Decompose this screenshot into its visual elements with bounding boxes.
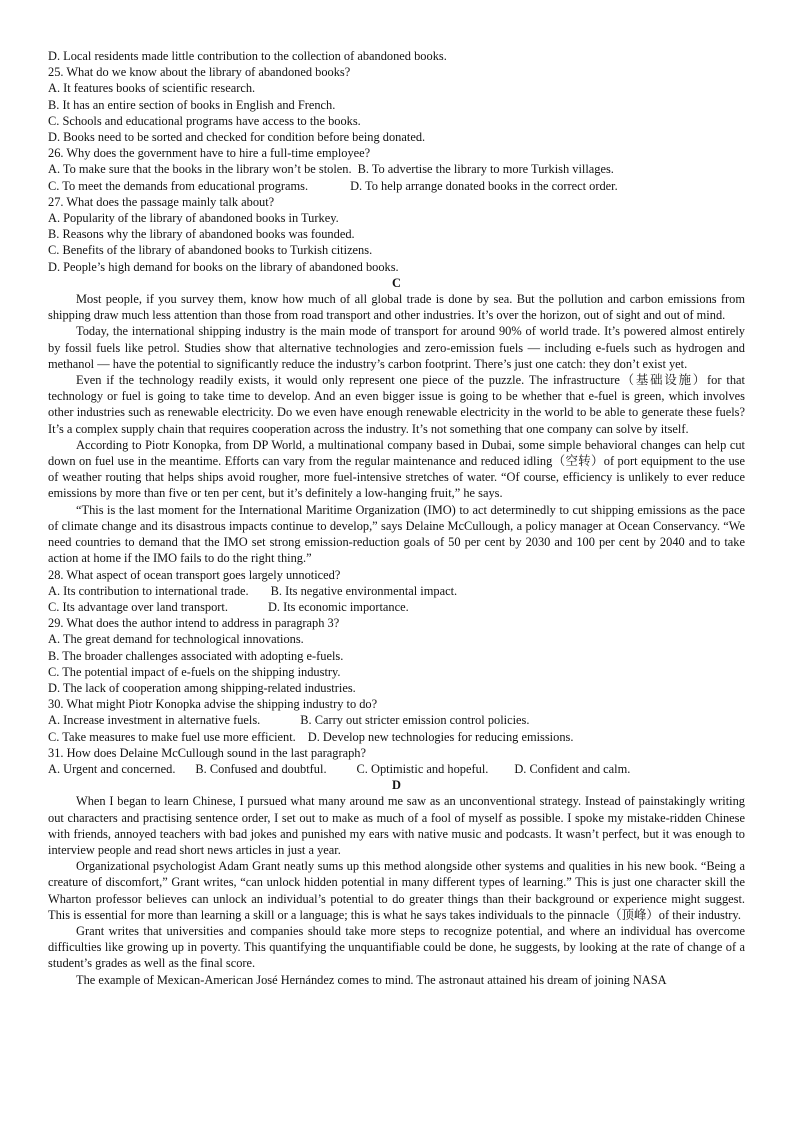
q27-option-d: D. People’s high demand for books on the library of abandoned books. — [48, 259, 399, 274]
q29-option-c: C. The potential impact of e-fuels on the shipping industry. — [48, 664, 341, 679]
q31-stem: 31. How does Delaine McCullough sound in the last paragraph? — [48, 745, 366, 760]
q28-options-cd — [48, 599, 745, 615]
q29-stem: 29. What does the author intend to address in paragraph 3? — [48, 616, 340, 631]
section-c-paragraph-2: Today, the international shipping industry is the main mode of transport for around 90% of world trade. It’s powered almost entirely by fossil fuels like petrol. Studies show that alternative technologies and zero-emission fuels — including e-fuels such as hydrogen and methanol — have the potential to significantly reduce the industry’s carbon footprint. There’s just one catch: they don’t exist yet. — [48, 324, 745, 371]
q29-option-a: A. The great demand for technological innovations. — [48, 632, 304, 647]
section-d-paragraph-3: Grant writes that universities and companies should take more steps to recognize potential, and where an individual has overcome difficulties like growing up in poverty. This quantifying the unquantifiable could be done, he suggests, by looking at the rate of change of a student’s grades as well as the final score. — [48, 923, 745, 971]
q25-option-a: A. It features books of scientific research. — [48, 81, 256, 96]
q28-option-d: D. Its economic importance. — [267, 599, 409, 614]
q26-option-a: A. To make sure that the books in the library won’t be stolen. — [48, 162, 352, 177]
section-c-paragraph-1: Most people, if you survey them, know how much of all global trade is done by sea. But the pollution and carbon emissions from shipping draw much less attention than those from road transport and other industries. It’s over the horizon, out of sight and out of mind. — [48, 292, 745, 323]
section-c-heading: C — [392, 275, 401, 290]
q31-option-b: B. Confused and doubtful. — [195, 761, 327, 776]
q25-option-c: C. Schools and educational programs have access to the books. — [48, 113, 361, 128]
q30-option-a: A. Increase investment in alternative fuels. — [48, 713, 261, 728]
q26-options-cd — [48, 178, 745, 194]
section-d-paragraph-2: Organizational psychologist Adam Grant neatly sums up this method alongside other systems and qualities in his new book. “Being a creature of discomfort,” Grant writes, “can unlock hidden potential in many different types of learning.” This is just one character skill the Wharton professor believes can unlock an individual’s potential to do greater things than their background or experience might suggest. This is essential for more than learning a skill or a language; this is what he says takes individuals to the pinnacle（顶峰）of their industry. — [48, 859, 745, 922]
section-d-heading: D — [392, 778, 401, 793]
q25-option-d: D. Books need to be sorted and checked for condition before being donated. — [48, 130, 426, 145]
section-c-paragraph-4: According to Piotr Konopka, from DP World, a multinational company based in Dubai, some simple behavioral changes can help cut down on fuel use in the meantime. Efforts can vary from the regular maintenance and reduced idling（空转）of port equipment to the use of weather routing that helps ships avoid rougher, more fuel-intensive stretches of water. “Of course, efficiency is unlikely to ever reduce emissions by more than five or ten per cent, but it’s definitely a low-hanging fruit,” he says. — [48, 437, 745, 501]
q26-option-c: C. To meet the demands from educational programs. — [48, 178, 309, 193]
q26-option-b: B. To advertise the library to more Turkish villages. — [357, 162, 614, 177]
q26-options-ab — [48, 161, 745, 177]
q28-option-b: B. Its negative environmental impact. — [270, 583, 458, 598]
q31-option-d: D. Confident and calm. — [514, 761, 631, 776]
q28-stem: 28. What aspect of ocean transport goes largely unnoticed? — [48, 567, 341, 582]
q26-option-d: D. To help arrange donated books in the correct order. — [350, 178, 618, 193]
q25-stem: 25. What do we know about the library of abandoned books? — [48, 65, 351, 80]
q30-options-ab — [48, 712, 745, 728]
q29-option-b: B. The broader challenges associated with adopting e-fuels. — [48, 648, 344, 663]
q31-option-c: C. Optimistic and hopeful. — [356, 761, 489, 776]
q30-stem: 30. What might Piotr Konopka advise the shipping industry to do? — [48, 697, 378, 712]
q28-option-a: A. Its contribution to international trade. — [48, 583, 249, 598]
q24-option-d: D. Local residents made little contribution to the collection of abandoned books. — [48, 49, 447, 63]
section-c-paragraph-3: Even if the technology readily exists, it would only represent one piece of the puzzle. The infrastructure（基础设施）for that technology or fuel is going to take time to develop. And an even bigger issue is going to be whether that e-fuel is green, which involves other industries such as renewable electricity. Do we even have enough renewable electricity in the world to be able to generate these fuels? It’s a complex supply chain that requires cooperation across the industry. It’s not something that one company can solve by itself. — [48, 373, 745, 436]
q30-option-d: D. Develop new technologies for reducing emissions. — [307, 729, 574, 744]
q27-stem: 27. What does the passage mainly talk about? — [48, 194, 275, 209]
q31-options — [48, 761, 745, 777]
q27-option-b: B. Reasons why the library of abandoned books was founded. — [48, 227, 355, 242]
q25-option-b: B. It has an entire section of books in English and French. — [48, 97, 336, 112]
q30-option-b: B. Carry out stricter emission control policies. — [300, 713, 530, 728]
q31-option-a: A. Urgent and concerned. — [48, 761, 176, 776]
section-d-paragraph-4: The example of Mexican-American José Hernández comes to mind. The astronaut attained his dream of joining NASA — [76, 972, 667, 987]
q30-option-c: C. Take measures to make fuel use more efficient. — [48, 729, 296, 744]
q26-stem: 26. Why does the government have to hire a full-time employee? — [48, 146, 371, 161]
section-c-paragraph-5: “This is the last moment for the International Maritime Organization (IMO) to act determinedly to cut shipping emissions as the pace of climate change and its disastrous impacts continue to develop,” says Delaine McCullough, a policy manager at Ocean Conservancy. “We need countries to demand that the IMO set strong emission-reduction goals of 50 per cent by 2030 and 100 per cent by 2040 and to take action at home if the IMO fails to do the right thing.” — [48, 502, 745, 566]
q30-options-cd — [48, 729, 745, 745]
q27-option-a: A. Popularity of the library of abandoned books in Turkey. — [48, 211, 339, 226]
q27-option-c: C. Benefits of the library of abandoned books to Turkish citizens. — [48, 243, 373, 258]
q28-option-c: C. Its advantage over land transport. — [48, 599, 228, 614]
exam-page — [48, 48, 745, 988]
q28-options-ab — [48, 583, 745, 599]
q29-option-d: D. The lack of cooperation among shipping-related industries. — [48, 680, 356, 695]
section-d-paragraph-1: When I began to learn Chinese, I pursued what many around me saw as an unconventional strategy. Instead of painstakingly writing out characters and practising sentence order, I set out to make as much of a fool of myself as possible. I spoke my mistake-ridden Chinese with friends, annoyed teachers with bad jokes and punished my ears with native music and podcasts. It wasn’t perfect, but it was enough to interview people and read short news articles in just a year. — [48, 794, 745, 857]
